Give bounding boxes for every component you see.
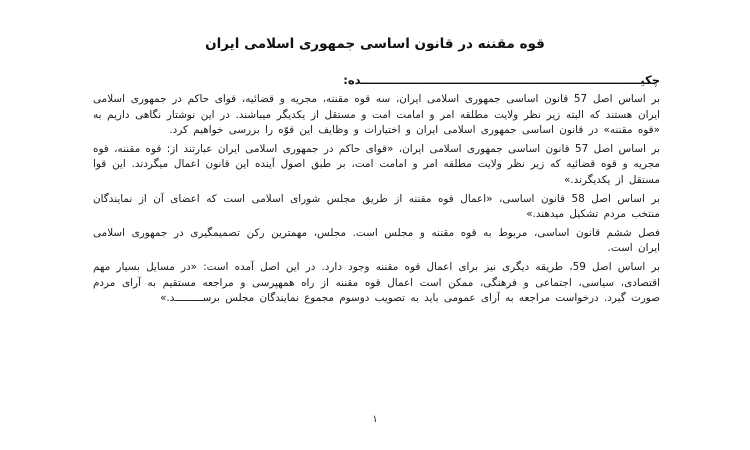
paragraph-3: بر اساس اصل 58 قانون اساسی، «اعمال قوه مقننه از طریق مجلس شورای اسلامی است که اعضای آن از نمایندگان منتخب مردم تشکیل میدهند.» xyxy=(93,192,660,221)
paragraph-2: بر اساس اصل 57 قانون اساسی جمهوری اسلامی ایران، «قوای حاکم در جمهوری اسلامی ایران عبارتند از: قوه مقننه، قوه مجریه و قوه قضائیه که زیر نظر ولایت مطلقه امر و امامت امت، بر طبق اصول آینده این قانون اعمال میگردند. این قوا مستقل از یکدیگرند.» xyxy=(93,142,660,186)
abstract-heading: چکیـــــــــــــــــــــــــــــــــــــــــــــــــــــــــــــــــــــــده: xyxy=(343,73,660,87)
paragraph-1: بر اساس اصل 57 قانون اساسی جمهوری اسلامی ایران، سه قوه مقننه، مجریه و قضائیه، قوای حاکم در جمهوری اسلامی ایران هستند که البته زیر نظر ولایت مطلقه امر و امامت امت و مستقل از یکدیگر میباشند. در این نوشتار نگاهی داریم به «قوه مقننه» در قانون اساسی جمهوری اسلامی ایران و اختیارات و وظایف این قوّه را بررسی خواهیم کرد. xyxy=(93,93,660,137)
paragraph-5: بر اساس اصل 59، طریقه دیگری نیز برای اعمال قوه مقننه وجود دارد. در این اصل آمده است: «در مسایل بسیار مهم اقتصادی، سیاسی، اجتماعی و فرهنگی، ممکن است اعمال قوه مقننه از راه همهپرسی و مراجعه مستقیم به آرای مردم صورت گیرد. درخواست مراجعه به آرای عمومی باید به تصویب دوسوم مجموع نمایندگان مجلس برســـــــــد.» xyxy=(93,260,660,305)
page-number: ۱ xyxy=(372,414,378,425)
document-body xyxy=(93,92,660,310)
paragraph-4: فصل ششم قانون اساسی، مربوط به قوه مقننه و مجلس است. مجلس، مهمترین رکن تصمیمگیری در جمهوری اسلامی ایران است. xyxy=(93,226,660,255)
document-title: قوه مقننه در قانون اساسی جمهوری اسلامی ایران xyxy=(205,36,545,52)
